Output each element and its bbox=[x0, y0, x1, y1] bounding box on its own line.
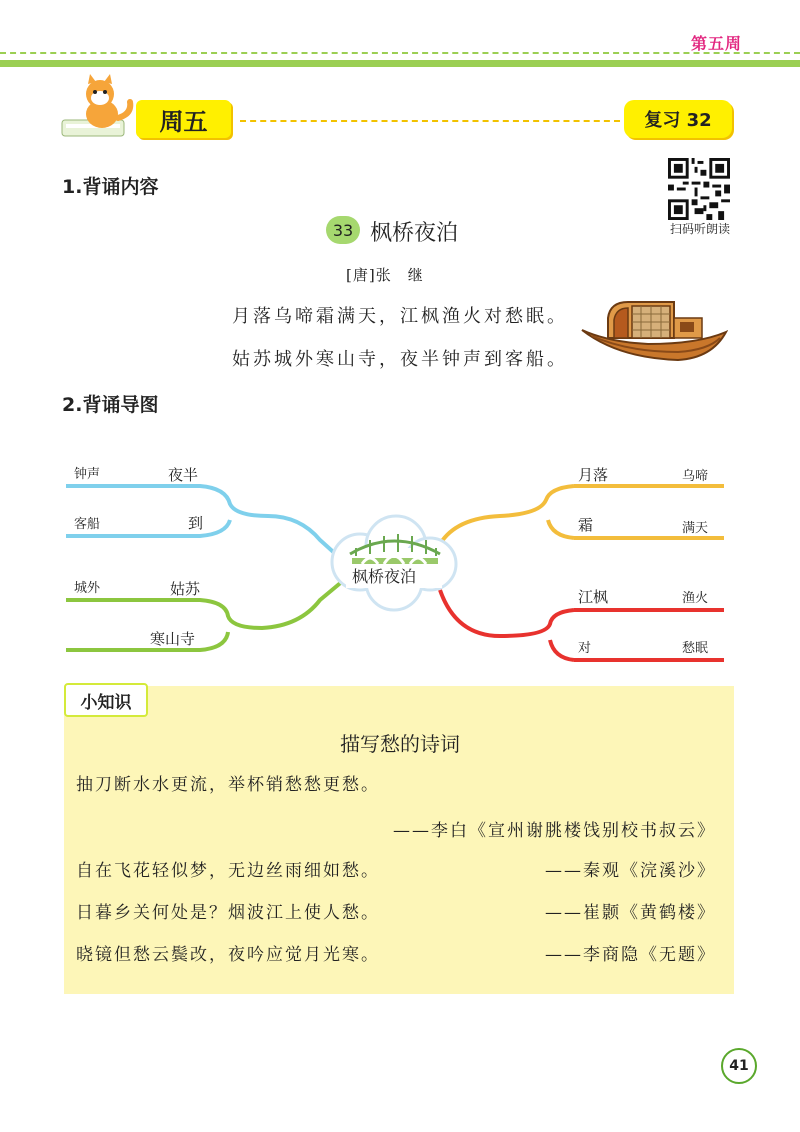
mind-map-label: 乌啼 bbox=[682, 469, 709, 484]
mind-map-label: 愁眠 bbox=[682, 641, 709, 656]
mind-map-label: 霜 bbox=[578, 516, 594, 534]
mind-map-label: 渔火 bbox=[682, 591, 709, 606]
knowledge-title: 描写愁的诗词 bbox=[340, 732, 460, 756]
review-badge: 复习 32 bbox=[624, 100, 732, 138]
week-label: 第五周 bbox=[690, 34, 742, 53]
section-title-guide: 2.背诵导图 bbox=[62, 394, 159, 416]
mind-map-center-label: 枫桥夜泊 bbox=[352, 567, 417, 586]
knowledge-quote: 晓镜但愁云鬓改，夜吟应觉月光寒。 bbox=[76, 945, 380, 965]
knowledge-tag: 小知识 bbox=[64, 683, 148, 717]
poem-line: 月落乌啼霜满天，江枫渔火对愁眠。 bbox=[232, 306, 568, 327]
poem-line: 姑苏城外寒山寺，夜半钟声到客船。 bbox=[232, 349, 568, 370]
mind-map-label: 对 bbox=[578, 641, 592, 656]
cat-on-book-icon bbox=[60, 74, 142, 144]
poem-number-badge: 33 bbox=[326, 216, 360, 244]
mind-map-label: 客船 bbox=[74, 517, 101, 532]
page-number: 41 bbox=[721, 1048, 757, 1084]
mind-map-branch-green bbox=[66, 580, 344, 628]
section-title-recite: 1.背诵内容 bbox=[62, 176, 159, 198]
knowledge-quote: 抽刀断水水更流，举杯销愁愁更愁。 bbox=[76, 775, 380, 795]
mind-map-label: 江枫 bbox=[578, 588, 609, 606]
mind-map-label: 月落 bbox=[578, 466, 609, 484]
poem-title: 枫桥夜泊 bbox=[370, 221, 459, 246]
knowledge-source: ——秦观《浣溪沙》 bbox=[545, 861, 716, 881]
mind-map-label: 夜半 bbox=[168, 466, 199, 484]
knowledge-quote: 日暮乡关何处是？烟波江上使人愁。 bbox=[76, 903, 380, 923]
qr-caption: 扫码听朗读 bbox=[669, 222, 730, 236]
mind-map-label: 城外 bbox=[74, 581, 101, 596]
mind-map-label: 到 bbox=[188, 514, 204, 532]
qr-code-icon[interactable] bbox=[668, 158, 730, 220]
mind-map-branch-green bbox=[66, 632, 228, 650]
day-badge: 周五 bbox=[136, 100, 231, 138]
mind-map-label: 满天 bbox=[682, 521, 709, 536]
knowledge-source: ——李商隐《无题》 bbox=[545, 945, 716, 965]
mind-map-label: 寒山寺 bbox=[150, 630, 196, 648]
poem-author: [唐]张 继 bbox=[346, 266, 424, 284]
knowledge-source: ——崔颢《黄鹤楼》 bbox=[545, 903, 716, 923]
mind-map-label: 姑苏 bbox=[170, 580, 201, 598]
knowledge-source: ——李白《宣州谢朓楼饯别校书叔云》 bbox=[393, 821, 716, 841]
mind-map bbox=[0, 440, 800, 680]
mind-map-label: 钟声 bbox=[74, 467, 101, 482]
knowledge-quote: 自在飞花轻似梦，无边丝雨细如愁。 bbox=[76, 861, 380, 881]
day-dashed-divider bbox=[240, 120, 620, 122]
top-green-bar bbox=[0, 60, 800, 67]
boat-icon bbox=[578, 292, 728, 366]
top-dashed-divider bbox=[0, 52, 800, 54]
